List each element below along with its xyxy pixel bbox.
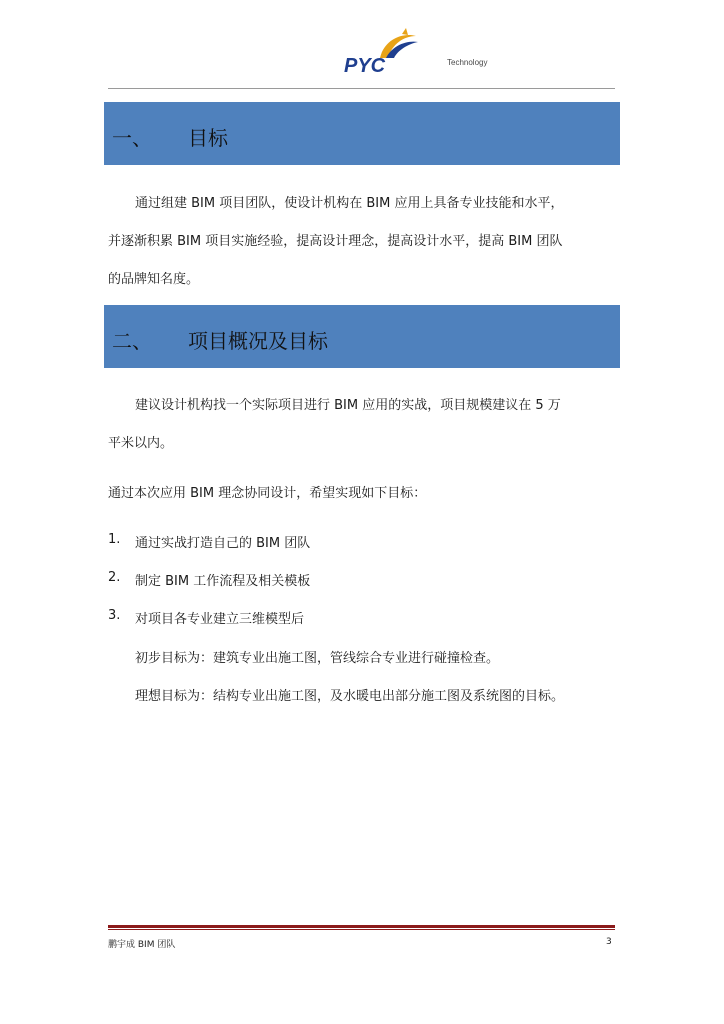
list-item: 通过实战打造自己的 BIM 团队 — [135, 536, 311, 551]
intro-line: 通过本次应用 BIM 理念协同设计，希望实现如下目标： — [108, 486, 427, 501]
header-rule — [108, 88, 615, 89]
logo-subtitle: Technology — [447, 58, 488, 67]
footer-rule — [108, 925, 615, 928]
section-number: 一、 — [112, 126, 152, 150]
list-number: 2. — [108, 570, 121, 585]
list-item: 对项目各专业建立三维模型后 — [135, 612, 305, 627]
paragraph-line: 平米以内。 — [108, 436, 174, 451]
pyc-logo — [340, 28, 480, 80]
list-number: 3. — [108, 608, 121, 623]
paragraph-line: 的品牌知名度。 — [108, 272, 200, 287]
sub-item: 理想目标为：结构专业出施工图，及水暖电出部分施工图及系统图的目标。 — [135, 689, 565, 704]
footer-team-name: 鹏宇成 BIM 团队 — [108, 940, 176, 950]
sub-item: 初步目标为：建筑专业出施工图，管线综合专业进行碰撞检查。 — [135, 651, 500, 666]
section-banner-1 — [104, 102, 620, 165]
section-number: 二、 — [112, 329, 152, 353]
paragraph-line: 通过组建 BIM 项目团队，使设计机构在 BIM 应用上具备专业技能和水平， — [135, 196, 564, 211]
page-number: 3 — [606, 937, 612, 947]
list-number: 1. — [108, 532, 121, 547]
section-title: 目标 — [188, 126, 228, 150]
svg-text:PYC: PYC — [344, 55, 386, 77]
footer-rule-thin — [108, 929, 615, 930]
paragraph-line: 并逐渐积累 BIM 项目实施经验，提高设计理念，提高设计水平，提高 BIM 团队 — [108, 234, 563, 249]
list-item: 制定 BIM 工作流程及相关模板 — [135, 574, 311, 589]
section-title: 项目概况及目标 — [188, 329, 328, 353]
paragraph-line: 建议设计机构找一个实际项目进行 BIM 应用的实战，项目规模建议在 5 万 — [135, 398, 561, 413]
section-banner-2 — [104, 305, 620, 368]
